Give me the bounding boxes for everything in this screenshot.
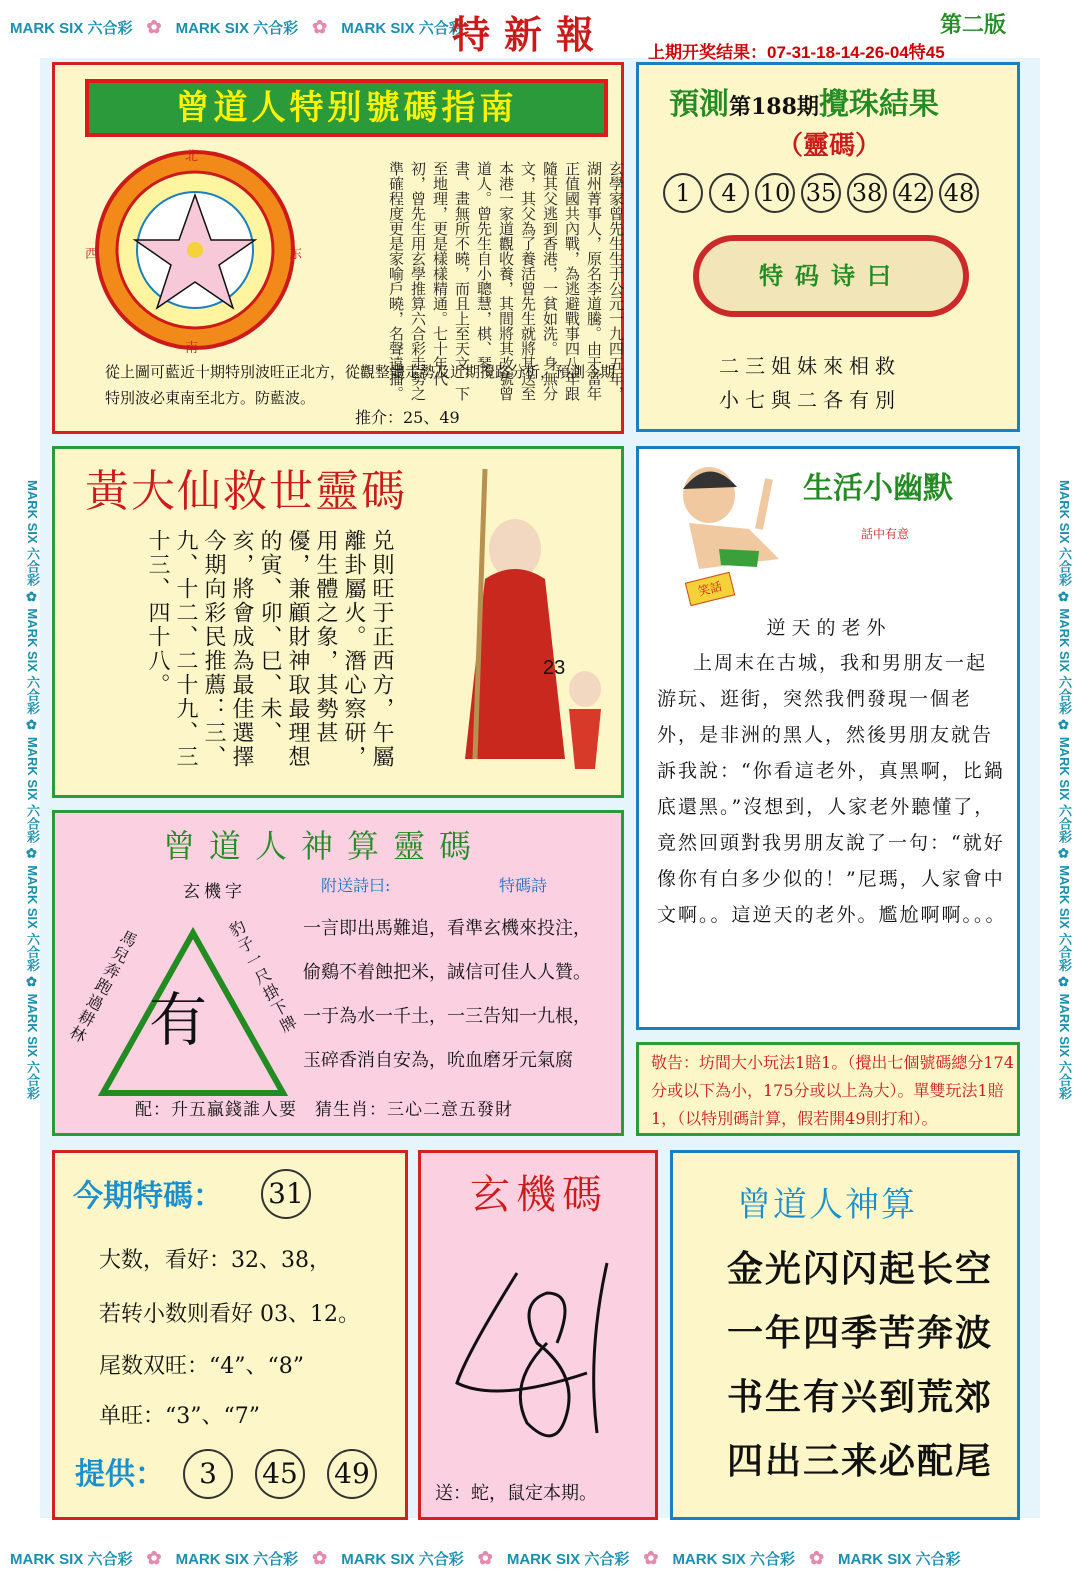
number-ball: 45 (255, 1449, 305, 1499)
humor-subtitle: 話中有意 (861, 527, 910, 541)
special-code: 31 (261, 1169, 311, 1219)
special-code-panel (52, 1150, 408, 1520)
number-ball: 1 (663, 173, 703, 213)
wongtaisin-title: 黃大仙救世靈碼 (85, 466, 407, 517)
special-poem-label: 特碼詩 (499, 876, 548, 895)
joke-body: 上周末在古城，我和男朋友一起游玩、逛街，突然我們發現一個老外，是非洲的黑人，然後男朋友就告訴我說：“你看這老外，真黑啊，比鍋底還黑。”沒想到，人家老外聽懂了，竟然回頭對我男朋友說了一句：“就好像你有白多少似的！”尼瑪，人家會中文啊。。這逆天的老外。尷尬啊啊。。。 (657, 652, 1007, 926)
notice-text: 敬告：坊間大小玩法1賠1。（攪出七個號碼總分174分或以下為小，175分或以上為大）。單雙玩法1賠1，（以特別碼計算，假若開49則打和）。 (651, 1053, 1014, 1128)
poem-attach-label: 附送詩曰: (321, 876, 391, 895)
guide-panel (52, 62, 624, 434)
joke-tag: 笑話 (685, 572, 735, 606)
xuanji-word-label: 玄機字 (183, 882, 246, 902)
xuanji-character: 有 (149, 986, 208, 1054)
triangle-left-text: 馬兒奔跑過耕林 (66, 926, 141, 1047)
prediction-sub: （靈碼） (776, 131, 881, 161)
guide-recommend: 推介：25、49 (355, 408, 460, 427)
compass-east: 东 (289, 247, 303, 262)
number-ball: 42 (893, 173, 933, 213)
edition-label: 第二版 (940, 12, 1007, 38)
prediction-heading: 預測第188期攪珠結果 (669, 87, 939, 122)
number-ball: 3 (183, 1449, 233, 1499)
joke-title: 逆天的老外 (766, 617, 892, 639)
guide-title: 曾道人特别號碼指南 (85, 79, 608, 137)
masthead: 特新報 (451, 12, 608, 57)
right-band: MARK SIX 六合彩 ✿ MARK SIX 六合彩 ✿ MARK SIX 六合彩 ✿ MARK SIX 六合彩 ✿ MARK SIX 六合彩 (1057, 480, 1072, 1100)
special-code-circle (261, 1169, 311, 1219)
number-ball: 48 (939, 173, 979, 213)
special-head: 今期特碼： (73, 1179, 223, 1214)
prediction-panel (636, 62, 1020, 432)
zeng-lines: 金光闪闪起长空 一年四季苦奔波 书生有兴到荒郊 四出三来必配尾 (727, 1248, 994, 1482)
shensuan-lines: 一言即出馬難追，看準玄機來投注， 偷鷄不着蝕把米，誠信可佳人人贊。 一于為水一千土，一三告知一九根， 玉碎香消自安為，吮血磨牙元氣腐 (303, 918, 591, 1071)
special-row: 尾数双旺：“4”、“8” (99, 1354, 304, 1379)
number-ball: 10 (755, 173, 795, 213)
provide-label: 提供： (75, 1457, 165, 1492)
zeng-title: 曾道人神算 (737, 1185, 917, 1225)
special-row: 大数，看好：32、38， (99, 1248, 331, 1273)
immortal-figure-icon (445, 459, 615, 789)
special-row: 若转小数则看好 03、12。 (99, 1302, 360, 1327)
xuanji-title: 玄機碼 (470, 1172, 608, 1218)
shensuan-pair: 配：升五贏錢誰人要 猜生肖：三心二意五發財 (135, 1100, 513, 1120)
left-band: MARK SIX 六合彩 ✿ MARK SIX 六合彩 ✿ MARK SIX 六合彩 ✿ MARK SIX 六合彩 ✿ MARK SIX 六合彩 (25, 480, 40, 1100)
guide-paragraph: 從上圖可藍近十期特別波旺正北方，從觀整體走勢及近期攪路分析，預測今期特別波必東南至北方。防藍波。 (105, 363, 616, 407)
number-ball: 49 (327, 1449, 377, 1499)
humor-title: 生活小幽默 (803, 471, 953, 506)
xuanji-note: 送：蛇，鼠定本期。 (435, 1483, 597, 1504)
triangle-right-text: 豹子一尺掛下牌 (226, 916, 300, 1037)
compass-west: 西 (85, 247, 99, 262)
number-ball: 4 (709, 173, 749, 213)
special-row: 单旺：“3”、“7” (99, 1404, 260, 1429)
prediction-poem: 二三姐妹來相救 小七與二各有別 (719, 354, 901, 412)
cartoon-man-icon (659, 459, 789, 589)
compass-south: 南 (185, 341, 199, 356)
guide-story: 玄學家曾先生生于公元一九四五年，湖州菁事人，原名李道騰。由于當年正值國共內戰，為逃避戰事四八年跟隨其父逃到香港，一貧如洗。身無分文，其父為了養活曾先生就將其送至本港一家道觀收養，其間將其改號曾道人。曾先生自小聰慧，棋、琴、書、畫無所不曉，而且上至天文，下至地理，更是樣樣精通。七十年代初，曾先生用玄學推算六合彩走勢之準確程度更是家喻戶曉，名聲遠播。 (387, 161, 625, 401)
shensuan-panel (52, 810, 624, 1136)
compass-diagram (85, 145, 305, 355)
shensuan-title: 曾道人神算靈碼 (163, 827, 486, 865)
bottom-band: MARK SIX 六合彩 ✿ MARK SIX 六合彩 ✿ MARK SIX 六合彩 ✿ MARK SIX 六合彩 ✿ MARK SIX 六合彩 ✿ MARK SIX 六合彩 (10, 1547, 961, 1568)
handwritten-code-drawing (437, 1233, 637, 1463)
number-ball: 38 (847, 173, 887, 213)
provide-numbers (183, 1449, 377, 1499)
top-band: MARK SIX 六合彩 ✿ MARK SIX 六合彩 ✿ MARK SIX 六合彩 (10, 16, 464, 37)
figure-tag: 23 (543, 657, 566, 679)
last-result: 上期开奖结果：07-31-18-14-26-04特45 (648, 43, 945, 62)
humor-panel (636, 446, 1020, 1030)
issue-number: 第188期 (729, 94, 819, 120)
zeng-panel (670, 1150, 1020, 1520)
wongtaisin-panel (52, 446, 624, 798)
wongtaisin-text: 兑則旺于正西方，午屬離卦屬火。潛心察研，用生體之象，其勢甚優，兼顧財神取最理想的寅、卯、巳、未、亥，將會成為最佳選擇今期向彩民推薦：三、九、十二、二十九、三十三、四十八。 (145, 529, 394, 769)
compass-north: 北 (185, 149, 199, 164)
number-ball: 35 (801, 173, 841, 213)
prediction-numbers (663, 173, 979, 213)
poem-label: 特码诗曰 (699, 241, 963, 311)
notice-panel (636, 1042, 1020, 1136)
xuanji-panel (418, 1150, 658, 1520)
